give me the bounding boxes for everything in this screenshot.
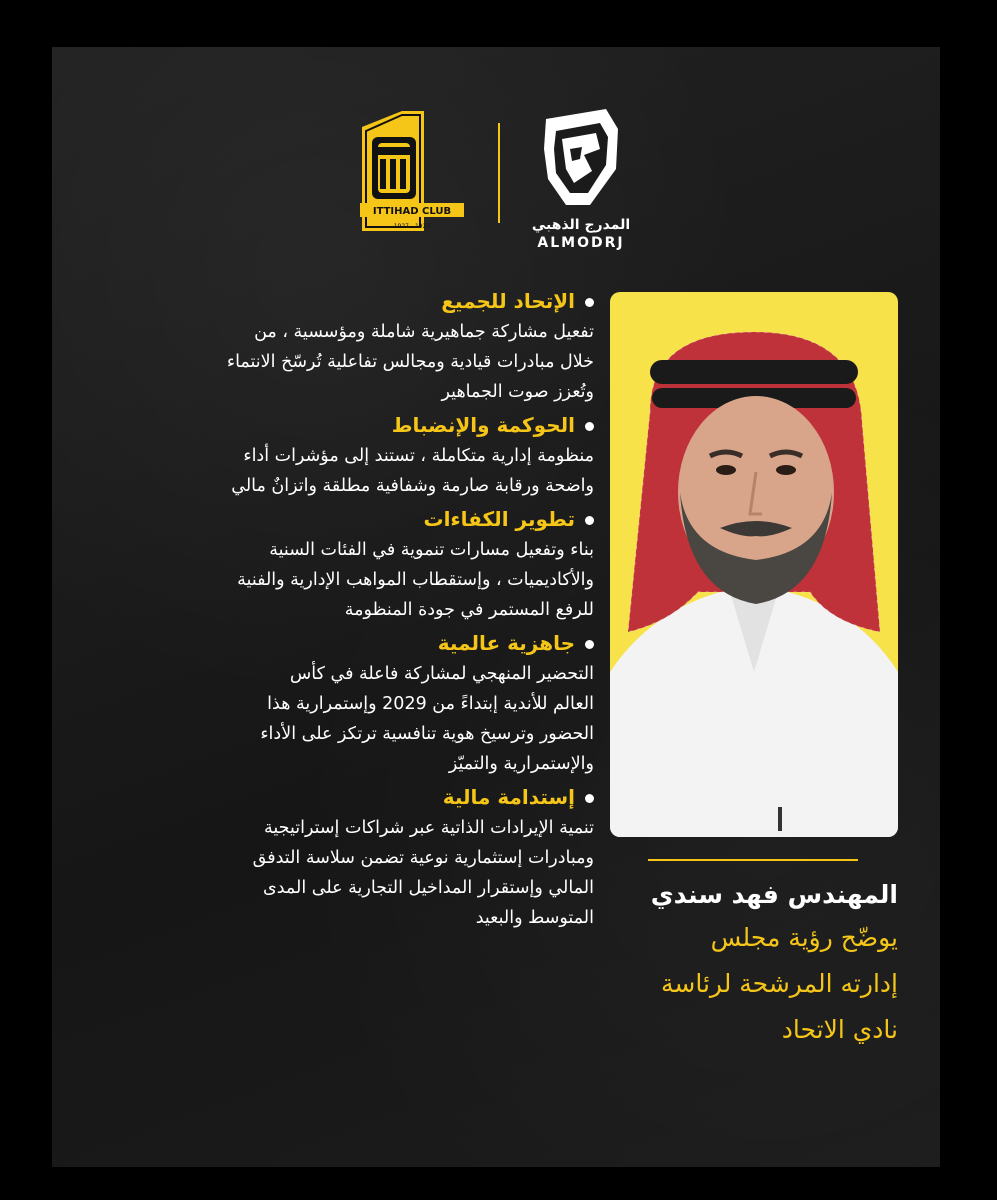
section-title — [80, 285, 594, 317]
ittihad-club-logo — [352, 107, 472, 239]
bullet-icon — [585, 422, 594, 431]
section-title-text: تطوير الكفاءات — [423, 507, 575, 531]
section-4 — [80, 627, 594, 779]
section-line: وتُعزز صوت الجماهير — [441, 382, 594, 402]
almodrj-logo — [526, 109, 646, 251]
ittihad-club-text: ITTIHAD CLUB — [372, 206, 452, 217]
section-title-text: الحوكمة والإنضباط — [391, 413, 575, 437]
bullet-icon — [585, 794, 594, 803]
section-line: تنمية الإيرادات الذاتية عبر شراكات إستراتيجية — [263, 818, 594, 838]
section-title-text: جاهزية عالمية — [437, 631, 575, 655]
candidate-name: المهندس فهد سندي — [650, 880, 898, 909]
bullet-icon — [585, 516, 594, 525]
lion-head-icon — [526, 109, 636, 213]
section-3 — [80, 503, 594, 625]
section-title — [80, 503, 594, 535]
section-line: والأكاديميات ، وإستقطاب المواهب الإدارية والفنية — [237, 570, 594, 590]
section-title — [80, 781, 594, 813]
caption — [592, 875, 898, 1053]
section-line: المالي وإستقرار المداخيل التجارية على المدى — [263, 878, 594, 898]
section-5 — [80, 781, 594, 933]
section-line: خلال مبادرات قيادية ومجالس تفاعلية تُرسّخ الانتماء — [226, 352, 594, 372]
section-line: التحضير المنهجي لمشاركة فاعلة في كأس — [289, 664, 594, 684]
bullet-icon — [585, 298, 594, 307]
caption-line: إدارته المرشحة لرئاسة — [661, 969, 898, 998]
svg-text:1927 - 1927: 1927 - 1927 — [393, 223, 431, 230]
poster-card — [52, 47, 940, 1167]
section-line: والإستمرارية والتميّز — [448, 754, 594, 774]
section-line: بناء وتفعيل مسارات تنموية في الفئات السنية — [269, 540, 594, 560]
section-line: واضحة ورقابة صارمة وشفافية مطلقة واتزانٌ مالي — [231, 476, 594, 496]
almodrj-english-text: ALMODRJ — [537, 235, 625, 251]
candidate-photo — [610, 292, 898, 837]
section-line: المتوسط والبعيد — [475, 908, 594, 928]
section-line: الحضور وترسيخ هوية تنافسية ترتكز على الأداء — [260, 724, 594, 744]
logo-bar — [52, 107, 940, 251]
caption-line: يوضّح رؤية مجلس — [710, 923, 898, 952]
vision-sections — [80, 285, 594, 935]
section-line: منظومة إدارية متكاملة ، تستند إلى مؤشرات أداء — [243, 446, 594, 466]
section-title-text: إستدامة مالية — [442, 785, 575, 809]
bullet-icon — [585, 640, 594, 649]
section-title — [80, 627, 594, 659]
section-2 — [80, 409, 594, 501]
section-title-text: الإتحاد للجميع — [441, 289, 575, 313]
section-title — [80, 409, 594, 441]
caption-line: نادي الاتحاد — [781, 1015, 898, 1044]
logo-separator — [498, 123, 500, 223]
section-line: ومبادرات إستثمارية نوعية تضمن سلاسة التدفق — [252, 848, 594, 868]
divider-line — [648, 859, 858, 861]
section-line: للرفع المستمر في جودة المنظومة — [344, 600, 594, 620]
section-line: العالم للأندية إبتداءً من 2029 وإستمرارية هذا — [267, 694, 594, 714]
almodrj-arabic-text: المدرج الذهبي — [531, 217, 631, 233]
section-1 — [80, 285, 594, 407]
section-line: تفعيل مشاركة جماهيرية شاملة ومؤسسية ، من — [254, 322, 594, 342]
